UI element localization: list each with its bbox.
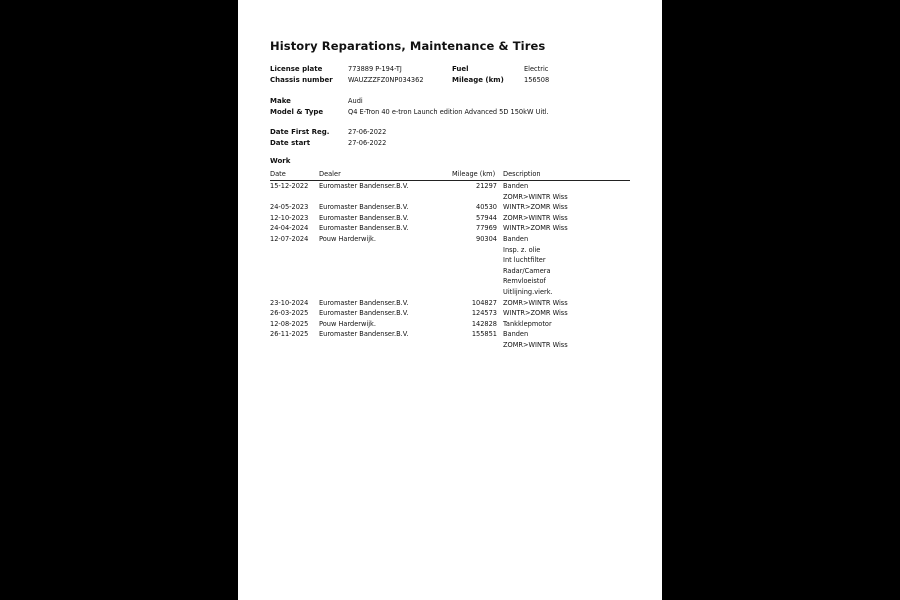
- row-mileage: 57944: [476, 213, 497, 222]
- row-dealer: Euromaster Bandenser.B.V.: [319, 298, 409, 307]
- row-dealer: Euromaster Bandenser.B.V.: [319, 309, 409, 318]
- row-dealer: Euromaster Bandenser.B.V.: [319, 203, 409, 212]
- row-mileage: 21297: [476, 182, 497, 190]
- row-description: Radar/Camera: [503, 266, 551, 275]
- header-date: Date: [270, 170, 286, 178]
- header-rule: [270, 180, 630, 181]
- row-mileage: 142828: [471, 319, 497, 328]
- row-description: Remvloeistof: [503, 277, 546, 286]
- fuel-label: Fuel: [452, 65, 469, 73]
- row-mileage: 104827: [471, 298, 497, 307]
- header-description: Description: [503, 170, 541, 178]
- row-dealer: Euromaster Bandenser.B.V.: [319, 330, 409, 339]
- row-date: 26-03-2025: [270, 309, 309, 318]
- row-description: WINTR>ZOMR Wiss: [503, 203, 568, 212]
- row-description: Int luchtfilter: [503, 256, 546, 265]
- work-section-title: Work: [270, 157, 291, 165]
- row-date: 23-10-2024: [270, 298, 309, 307]
- row-mileage: 90304: [476, 235, 497, 243]
- row-dealer: Euromaster Bandenser.B.V.: [319, 213, 409, 222]
- row-mileage: 155851: [471, 330, 497, 339]
- row-dealer: Euromaster Bandenser.B.V.: [319, 224, 409, 233]
- mileage-label: Mileage (km): [452, 76, 504, 84]
- row-dealer: Euromaster Bandenser.B.V.: [319, 182, 409, 190]
- document-title: History Reparations, Maintenance & Tires: [270, 39, 546, 53]
- date-first-reg-label: Date First Reg.: [270, 128, 330, 136]
- row-description: ZOMR>WINTR Wiss: [503, 213, 568, 222]
- fuel-value: Electric: [524, 65, 549, 73]
- make-label: Make: [270, 97, 291, 105]
- row-description: Tankklepmotor: [503, 319, 552, 328]
- row-date: 12-07-2024: [270, 235, 309, 243]
- row-date: 26-11-2025: [270, 330, 309, 339]
- row-description: WINTR>ZOMR Wiss: [503, 309, 568, 318]
- license-plate-value: 773889 P-194-TJ: [348, 65, 402, 73]
- date-first-reg-value: 27-06-2022: [348, 128, 387, 136]
- row-date: 12-08-2025: [270, 319, 309, 328]
- date-start-label: Date start: [270, 139, 311, 147]
- row-description: ZOMR>WINTR Wiss: [503, 341, 568, 349]
- license-plate-label: License plate: [270, 65, 323, 73]
- row-description: Banden: [503, 235, 529, 243]
- header-dealer: Dealer: [319, 170, 341, 178]
- document-page: [238, 0, 662, 600]
- mileage-value: 156508: [524, 76, 550, 84]
- chassis-number-label: Chassis number: [270, 76, 333, 84]
- header-mileage: Mileage (km): [452, 170, 496, 178]
- row-date: 12-10-2023: [270, 213, 309, 222]
- row-mileage: 124573: [471, 309, 497, 318]
- row-date: 24-04-2024: [270, 224, 309, 233]
- date-start-value: 27-06-2022: [348, 139, 387, 147]
- model-type-label: Model & Type: [270, 108, 324, 116]
- row-description: Uitlijning.vierk.: [503, 288, 553, 296]
- row-description: Banden: [503, 330, 529, 339]
- row-mileage: 40530: [476, 203, 497, 212]
- row-description: WINTR>ZOMR Wiss: [503, 224, 568, 233]
- row-date: 15-12-2022: [270, 182, 309, 190]
- row-description: Insp. z. olie: [503, 245, 541, 254]
- make-value: Audi: [348, 97, 363, 105]
- row-dealer: Pouw Harderwijk.: [319, 235, 376, 243]
- row-dealer: Pouw Harderwijk.: [319, 319, 376, 328]
- row-date: 24-05-2023: [270, 203, 309, 212]
- row-mileage: 77969: [476, 224, 497, 233]
- row-description: ZOMR>WINTR Wiss: [503, 298, 568, 307]
- model-type-value: Q4 E-Tron 40 e-tron Launch edition Advanced 5D 150kW Uitl.: [348, 108, 549, 116]
- chassis-number-value: WAUZZZFZ0NP034362: [348, 76, 424, 84]
- row-description: Banden: [503, 182, 529, 190]
- row-description: ZOMR>WINTR Wiss: [503, 192, 568, 201]
